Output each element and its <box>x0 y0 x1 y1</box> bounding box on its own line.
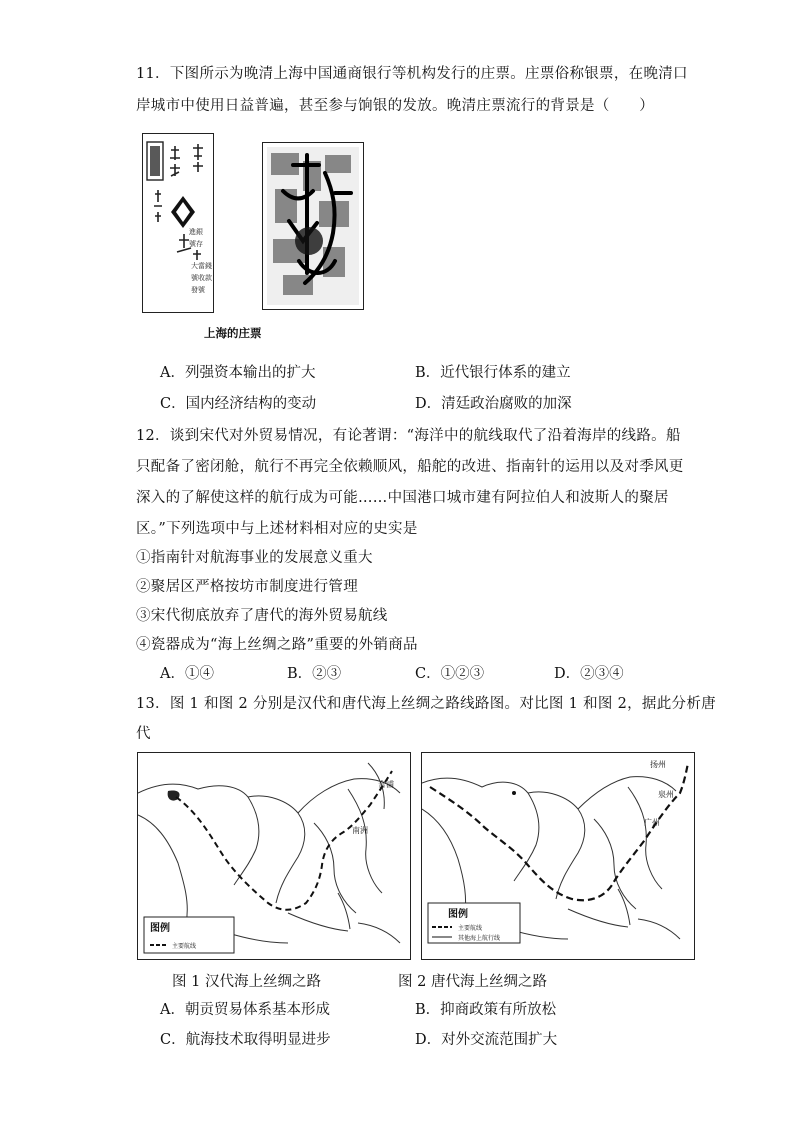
banknote-1-artwork <box>143 134 213 312</box>
banknote-image-2 <box>262 142 364 310</box>
tang-silk-road-map <box>421 752 695 960</box>
q12-stem-line-4: 区。”下列选项中与上述材料相对应的史实是 <box>136 521 418 537</box>
map1-caption: 图 1 汉代海上丝绸之路 <box>172 974 321 990</box>
han-map-label-hepu: 合浦 <box>378 780 394 789</box>
q12-option-c[interactable]: C．①②③ <box>415 666 485 682</box>
q13-option-c[interactable]: C．航海技术取得明显进步 <box>160 1032 331 1048</box>
q12-item-3: ③宋代彻底放弃了唐代的海外贸易航线 <box>136 608 388 624</box>
q12-option-a[interactable]: A．①④ <box>160 666 214 682</box>
q13-stem-line-1: 13．图 1 和图 2 分别是汉代和唐代海上丝绸之路线路图。对比图 1 和图 2，据此分析唐 <box>136 696 716 712</box>
q11-option-b[interactable]: B．近代银行体系的建立 <box>415 365 571 381</box>
q11-option-c[interactable]: C．国内经济结构的变动 <box>160 396 317 412</box>
q13-option-b[interactable]: B．抑商政策有所放松 <box>415 1002 557 1018</box>
q12-item-4: ④瓷器成为“海上丝绸之路”重要的外销商品 <box>136 637 418 653</box>
q11-option-d[interactable]: D．清廷政治腐败的加深 <box>415 396 572 412</box>
svg-text:進銀: 進銀 <box>189 228 203 236</box>
q11-option-a[interactable]: A．列强资本输出的扩大 <box>160 365 316 381</box>
han-map-legend-item: 主要航线 <box>172 943 197 950</box>
svg-text:號存: 號存 <box>189 240 203 248</box>
tang-map-legend-item-2: 其他海上航行线 <box>458 935 501 942</box>
tang-map-label-quanzhou: 泉州 <box>658 790 674 799</box>
q13-option-a[interactable]: A．朝贡贸易体系基本形成 <box>160 1002 330 1018</box>
tang-map-legend-item-1: 主要航线 <box>458 925 483 932</box>
banknote-caption: 上海的庄票 <box>204 326 262 340</box>
q13-stem-line-2: 代 <box>136 726 151 742</box>
q12-stem-line-3: 深入的了解使这样的航行成为可能……中国港口城市建有阿拉伯人和波斯人的聚居 <box>136 490 669 506</box>
q11-stem-line-1: 11．下图所示为晚清上海中国通商银行等机构发行的庄票。庄票俗称银票，在晚清口 <box>136 66 688 82</box>
map2-caption: 图 2 唐代海上丝绸之路 <box>398 974 547 990</box>
tang-map-label-yangzhou: 扬州 <box>650 760 666 769</box>
tang-map-label-guangzhou: 广州 <box>644 818 660 827</box>
q12-stem-line-1: 12．谈到宋代对外贸易情况，有论著谓：“海洋中的航线取代了沿着海岸的线路。船 <box>136 428 681 444</box>
q12-item-1: ①指南针对航海事业的发展意义重大 <box>136 550 373 566</box>
banknote-2-artwork <box>263 143 363 309</box>
q11-stem-line-2: 岸城市中使用日益普遍，甚至参与饷银的发放。晚清庄票流行的背景是（ ） <box>136 98 654 114</box>
tang-map-legend-title: 图例 <box>448 909 468 920</box>
han-map-legend-title: 图例 <box>150 923 170 934</box>
tang-map-artwork <box>422 753 694 959</box>
svg-text:大當錢: 大當錢 <box>191 262 212 270</box>
han-map-artwork <box>138 753 410 959</box>
svg-text:發號: 發號 <box>191 286 205 294</box>
han-map-label-nanzhou: 南洲 <box>352 826 368 835</box>
banknote-image-1 <box>142 133 214 313</box>
q12-item-2: ②聚居区严格按坊市制度进行管理 <box>136 579 358 595</box>
q12-option-b[interactable]: B．②③ <box>287 666 342 682</box>
q13-option-d[interactable]: D．对外交流范围扩大 <box>415 1032 558 1048</box>
q12-stem-line-2: 只配备了密闭舱，航行不再完全依赖顺风，船舵的改进、指南针的运用以及对季风更 <box>136 459 684 475</box>
svg-text:號收款: 號收款 <box>191 274 212 282</box>
han-silk-road-map <box>137 752 411 960</box>
q12-option-d[interactable]: D．②③④ <box>554 666 624 682</box>
